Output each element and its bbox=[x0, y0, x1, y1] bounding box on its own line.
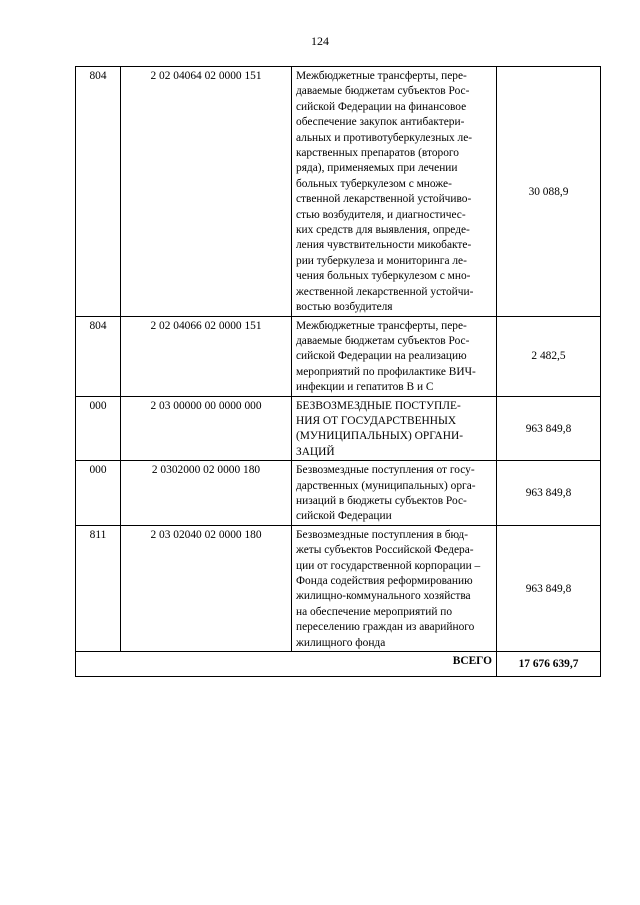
page-number: 124 bbox=[311, 34, 329, 48]
table-row bbox=[76, 316, 601, 396]
description-line: сийской Федерации на реализацию bbox=[296, 350, 467, 363]
amount-cell: 963 849,8 bbox=[497, 396, 601, 461]
description-line: обеспечение закупок антибактери- bbox=[296, 116, 465, 129]
total-row bbox=[76, 652, 601, 677]
description-line: жеты субъектов Российской Федера- bbox=[296, 544, 474, 557]
description-line: Безвозмездные поступления от госу- bbox=[296, 464, 475, 477]
total-label: ВСЕГО bbox=[76, 652, 497, 677]
admin-code-cell: 811 bbox=[76, 525, 121, 651]
description-line: ЗАЦИЙ bbox=[296, 445, 335, 458]
amount-cell: 963 849,8 bbox=[497, 525, 601, 651]
description-line: даваемые бюджетам субъектов Рос- bbox=[296, 85, 470, 98]
table-row bbox=[76, 396, 601, 461]
description-line: жественной лекарственной устойчи- bbox=[296, 285, 474, 298]
description-line: альных и противотуберкулезных ле- bbox=[296, 131, 473, 144]
budget-code-cell: 2 02 04066 02 0000 151 bbox=[121, 316, 292, 396]
description-line: инфекции и гепатитов В и С bbox=[296, 381, 434, 394]
table-row bbox=[76, 67, 601, 317]
description-line: Межбюджетные трансферты, пере- bbox=[296, 70, 467, 82]
budget-code-cell: 2 02 04064 02 0000 151 bbox=[121, 67, 292, 317]
budget-revenue-table bbox=[75, 66, 601, 677]
description-line: переселению граждан из аварийного bbox=[296, 621, 475, 634]
admin-code-cell: 000 bbox=[76, 396, 121, 461]
description-line: ции от государственной корпорации – bbox=[296, 559, 481, 572]
description-line: (МУНИЦИПАЛЬНЫХ) ОРГАНИ- bbox=[296, 430, 464, 443]
budget-code-cell: 2 03 02040 02 0000 180 bbox=[121, 525, 292, 651]
amount-cell: 963 849,8 bbox=[497, 461, 601, 526]
amount-cell: 30 088,9 bbox=[497, 67, 601, 317]
admin-code-cell: 804 bbox=[76, 67, 121, 317]
description-line: сийской Федерации bbox=[296, 510, 392, 523]
budget-code-cell: 2 03 00000 00 0000 000 bbox=[121, 396, 292, 461]
description-line: ственной лекарственной устойчиво- bbox=[296, 193, 472, 206]
description-line: мероприятий по профилактике ВИЧ- bbox=[296, 365, 476, 378]
description-line: на обеспечение мероприятий по bbox=[296, 605, 453, 618]
description-line: ких средств для выявления, опреде- bbox=[296, 224, 470, 237]
description-line: чения больных туберкулезом с мно- bbox=[296, 270, 471, 283]
amount-cell: 2 482,5 bbox=[497, 316, 601, 396]
admin-code-cell: 000 bbox=[76, 461, 121, 526]
description-line: НИЯ ОТ ГОСУДАРСТВЕННЫХ bbox=[296, 414, 457, 427]
description-line: востью возбудителя bbox=[296, 301, 393, 314]
description-line: сийской Федерации на финансовое bbox=[296, 100, 467, 113]
table-row bbox=[76, 525, 601, 651]
description-cell bbox=[292, 461, 497, 526]
description-line: БЕЗВОЗМЕЗДНЫЕ ПОСТУПЛЕ- bbox=[296, 399, 461, 412]
description-line: карственных препаратов (второго bbox=[296, 147, 459, 160]
description-line: низаций в бюджеты субъектов Рос- bbox=[296, 494, 467, 507]
description-line: дарственных (муниципальных) орга- bbox=[296, 479, 476, 492]
budget-code-cell: 2 0302000 02 0000 180 bbox=[121, 461, 292, 526]
description-cell bbox=[292, 67, 497, 317]
admin-code-cell: 804 bbox=[76, 316, 121, 396]
description-line: ряда), применяемых при лечении bbox=[296, 162, 458, 175]
description-cell bbox=[292, 316, 497, 396]
description-line: больных туберкулезом с множе- bbox=[296, 177, 452, 190]
description-line: ления чувствительности микобакте- bbox=[296, 239, 472, 252]
description-cell bbox=[292, 525, 497, 651]
description-line: жилищно-коммунального хозяйства bbox=[296, 590, 471, 603]
table-row bbox=[76, 461, 601, 526]
description-line: жилищного фонда bbox=[296, 636, 386, 649]
description-line: Фонда содействия реформированию bbox=[296, 575, 473, 587]
description-line: Безвозмездные поступления в бюд- bbox=[296, 528, 469, 541]
description-line: даваемые бюджетам субъектов Рос- bbox=[296, 334, 470, 347]
description-line: рии туберкулеза и мониторинга ле- bbox=[296, 254, 467, 267]
total-amount: 17 676 639,7 bbox=[497, 652, 601, 677]
description-cell bbox=[292, 396, 497, 461]
description-line: Межбюджетные трансферты, пере- bbox=[296, 319, 467, 332]
description-line: стью возбудителя, и диагностичес- bbox=[296, 208, 466, 221]
